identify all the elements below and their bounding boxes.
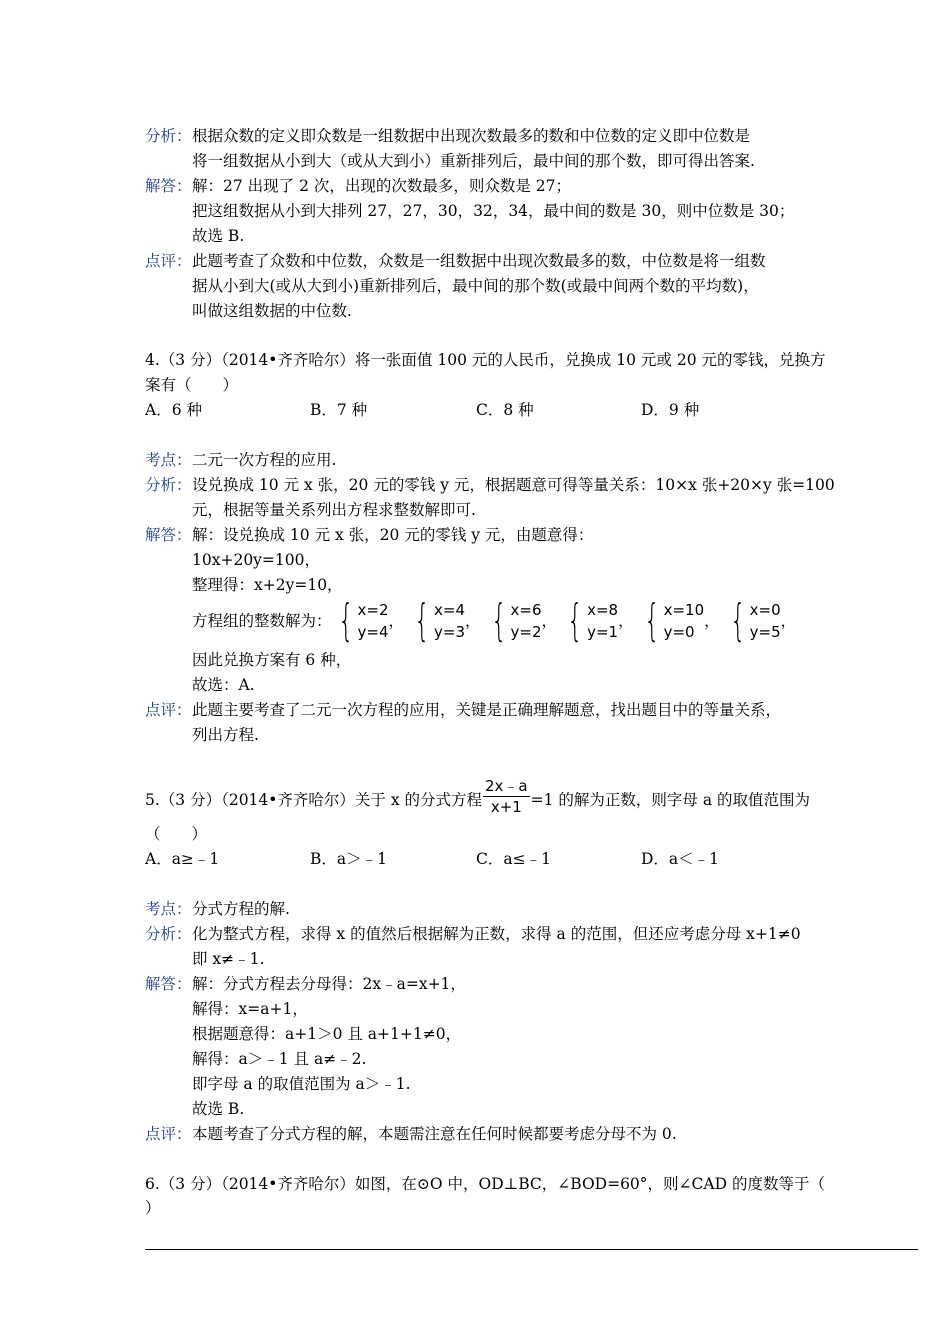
- comment-label: 点评：: [145, 701, 192, 719]
- solution-text: 故选 B.: [192, 227, 245, 245]
- point-label: 考点：: [145, 451, 192, 469]
- q3-comment-row: [145, 249, 815, 273]
- comment-text: 列出方程.: [192, 726, 259, 744]
- option-c: C．8 种: [476, 401, 534, 419]
- q4-solution-row: [145, 523, 815, 547]
- option-b: B．7 种: [310, 401, 368, 419]
- solution-text: 根据题意得：a+1＞0 且 a+1+1≠0，: [192, 1025, 462, 1043]
- footer-rule: [145, 1249, 918, 1250]
- point-label: 考点：: [145, 900, 192, 918]
- option-b: B．a＞﹣1: [310, 850, 387, 868]
- integer-solutions-line: [192, 596, 800, 646]
- q5-comment-row: [145, 1122, 815, 1146]
- q5-point-row: [145, 897, 815, 921]
- solution-text: 故选：A.: [192, 676, 255, 694]
- solution-text: 解得：x=a+1，: [192, 1000, 308, 1018]
- q4-comment-row: [145, 698, 815, 722]
- question-5-stem: 5.（3 分）（2014•齐齐哈尔）关于 x 的分式方程 $\frac{2x﹣a}{x+1}$ =1 的解为正数，则字母 a 的取值范围为: [145, 776, 811, 816]
- solution-system: { x=4 y=3 ，: [414, 595, 481, 646]
- analysis-text: 根据众数的定义即众数是一组数据中出现次数最多的数和中位数的定义即中位数是: [192, 127, 751, 145]
- solution-text: 故选 B.: [192, 1100, 245, 1118]
- equation-line: 10x+20y=100，: [192, 551, 321, 569]
- comment-text: 本题考查了分式方程的解，本题需注意在任何时候都要考虑分母不为 0.: [192, 1125, 677, 1143]
- q4-point-row: [145, 448, 815, 472]
- question-4-stem: 案有（ ）: [145, 376, 239, 394]
- option-c: C．a≤﹣1: [476, 850, 551, 868]
- solution-text: 因此兑换方案有 6 种，: [192, 651, 352, 669]
- option-a: A．6 种: [145, 401, 202, 419]
- analysis-text: 将一组数据从小到大（或从大到小）重新排列后，最中间的那个数，即可得出答案.: [192, 152, 755, 170]
- option-d: D．a＜﹣1: [641, 850, 720, 868]
- fraction-denominator: x+1: [490, 797, 522, 816]
- option-d: D．9 种: [641, 401, 700, 419]
- solution-text: 解：分式方程去分母得：2x﹣a=x+1，: [192, 975, 466, 993]
- comment-text: 据从小到大(或从大到小)重新排列后，最中间的那个数(或最中间两个数的平均数)，: [192, 277, 759, 295]
- analysis-label: 分析：: [145, 925, 192, 943]
- comment-label: 点评：: [145, 1125, 192, 1143]
- solution-label: 解答：: [145, 975, 192, 993]
- analysis-label: 分析：: [145, 476, 192, 494]
- option-a: A．a≥﹣1: [145, 850, 220, 868]
- solution-text: 解：27 出现了 2 次，出现的次数最多，则众数是 27；: [192, 177, 572, 195]
- solution-system: { x=0 y=5 ，: [729, 595, 797, 646]
- question-6-stem: ）: [145, 1199, 161, 1217]
- analysis-text: 即 x≠﹣1.: [192, 950, 265, 968]
- analysis-text: 设兑换成 10 元 x 张，20 元的零钱 y 元，根据题意可得等量关系：10×x 张+20×y 张=100: [192, 476, 835, 494]
- q4-analysis-row: [145, 473, 835, 497]
- fraction: [483, 776, 530, 817]
- solution-system: { x=10 y=0 ，: [643, 595, 720, 646]
- point-text: 二元一次方程的应用.: [192, 451, 337, 469]
- comment-text: 叫做这组数据的中位数.: [192, 302, 352, 320]
- comment-text: 此题考查了众数和中位数，众数是一组数据中出现次数最多的数，中位数是将一组数: [192, 252, 766, 270]
- point-text: 分式方程的解.: [192, 900, 290, 918]
- q5-solution-row: [145, 972, 815, 996]
- solution-text: 即字母 a 的取值范围为 a＞﹣1.: [192, 1075, 411, 1093]
- solutions-prefix: 方程组的整数解为：: [192, 612, 332, 630]
- solution-text: 把这组数据从小到大排列 27，27，30，32，34，最中间的数是 30，则中位数是 30；: [192, 202, 795, 220]
- question-5-stem: （ ）: [145, 825, 208, 843]
- solution-label: 解答：: [145, 177, 192, 195]
- solution-system: { x=8 y=1 ，: [567, 595, 634, 646]
- q3-solution-row: [145, 174, 815, 198]
- solution-text: 解得：a＞﹣1 且 a≠﹣2.: [192, 1050, 367, 1068]
- comment-label: 点评：: [145, 252, 192, 270]
- q5-analysis-row: [145, 922, 815, 946]
- fraction-numerator: 2x﹣a: [485, 776, 528, 795]
- solution-system: { x=6 y=2 ，: [490, 595, 558, 646]
- solution-text: 解：设兑换成 10 元 x 张，20 元的零钱 y 元，由题意得：: [192, 526, 594, 544]
- comment-text: 此题主要考查了二元一次方程的应用，关键是正确理解题意，找出题目中的等量关系，: [192, 701, 782, 719]
- analysis-label: 分析：: [145, 127, 192, 145]
- solution-systems: [332, 595, 801, 646]
- analysis-text: 元，根据等量关系列出方程求整数解即可.: [192, 501, 476, 519]
- analysis-text: 化为整式方程，求得 x 的值然后根据解为正数，求得 a 的范围，但还应考虑分母 x+1≠0: [192, 925, 801, 943]
- q3-analysis-row: [145, 124, 815, 148]
- question-6-stem: 6.（3 分）（2014•齐齐哈尔）如图，在⊙O 中，OD⊥BC，∠BOD=60°，则∠CAD 的度数等于（: [145, 1175, 825, 1193]
- equation-line: 整理得：x+2y=10，: [192, 576, 343, 594]
- question-4-stem: 4.（3 分）（2014•齐齐哈尔）将一张面值 100 元的人民币，兑换成 10 元或 20 元的零钱，兑换方: [145, 351, 826, 369]
- solution-system: { x=2 y=4 ，: [337, 595, 405, 646]
- solution-label: 解答：: [145, 526, 192, 544]
